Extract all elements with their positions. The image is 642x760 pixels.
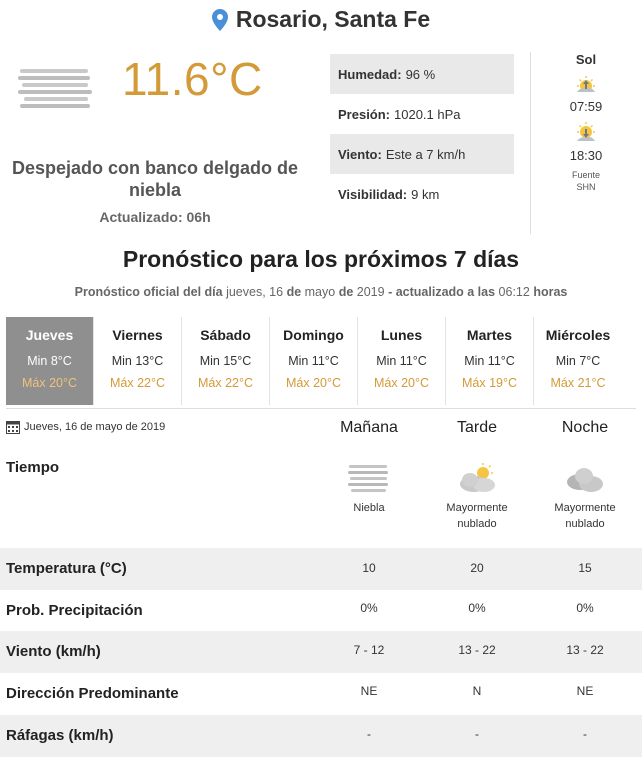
day-min: Min 11°C [464,354,515,368]
weather-text-line: Niebla [353,502,385,514]
row-label-tiempo: Tiempo [6,459,60,476]
stat-pressure [330,94,514,134]
cell-value: - [475,727,479,741]
row-label: Temperatura (°C) [6,560,127,577]
sunrise-icon [573,71,599,97]
day-min: Min 11°C [376,354,427,368]
stat-humidity [330,54,514,94]
subtitle-de: de [286,285,302,299]
weather-text-line: nublado [457,518,497,530]
weather-text-line: nublado [565,518,605,530]
sunset-icon [573,120,599,146]
table-row-direccion [0,673,642,715]
fog-icon [348,462,390,494]
stat-value: 9 km [411,186,440,202]
day-tab-lunes[interactable] [358,317,446,405]
day-min: Min 11°C [288,354,339,368]
partly-cloudy-night-icon [564,462,606,494]
subtitle-day: 16 [269,285,284,299]
cell-value: NE [576,684,594,698]
day-name: Miércoles [545,327,611,343]
cell-value: 10 [362,561,376,575]
cell-value: 0% [576,601,594,615]
cell-value: 0% [468,601,486,615]
day-max: Máx 19°C [461,376,518,390]
cell-value: 0% [360,601,378,615]
stat-label: Presión: [338,106,391,122]
day-max: Máx 20°C [285,376,342,390]
row-label: Dirección Predominante [6,685,179,702]
sunrise-time: 07:59 [569,99,603,114]
column-manana: Mañana [340,419,398,436]
subtitle-time: 06:12 [498,285,530,299]
current-description: Despejado con banco delgado de niebla [11,158,299,200]
day-tabs [6,317,636,405]
stat-wind [330,134,514,174]
day-min: Min 8°C [27,354,72,368]
day-name: Viernes [112,327,163,343]
day-min: Min 15°C [199,354,252,368]
day-tab-jueves[interactable] [6,317,94,405]
weather-text-line: Mayormente [554,502,616,514]
cell-value: 15 [578,561,592,575]
city-name: Rosario, Santa Fe [235,6,431,32]
sun-panel [556,52,616,193]
subtitle-month: mayo [304,285,336,299]
weather-text [319,500,419,516]
cell-value: NE [360,684,378,698]
cell-value: N [472,684,482,698]
day-tab-sabado[interactable] [182,317,270,405]
day-name: Sábado [200,327,251,343]
column-tarde: Tarde [456,419,498,436]
cell-value: 20 [470,561,484,575]
day-name: Jueves [25,327,74,343]
row-label: Prob. Precipitación [6,602,143,619]
cell-value: - [367,727,371,741]
table-row-viento [0,631,642,673]
updated-time: Actualizado: 06h [99,209,211,225]
stat-visibility [330,174,514,214]
stat-label: Humedad: [338,66,402,82]
stat-value: 96 % [405,66,436,82]
day-max: Máx 22°C [109,376,166,390]
day-max: Máx 21°C [550,376,606,390]
divider [530,52,531,234]
subtitle-weekday: jueves [226,285,263,299]
day-max: Máx 20°C [373,376,430,390]
stat-value: 1020.1 hPa [394,106,461,122]
table-row-temperatura [0,548,642,590]
cell-value: 7 - 12 [353,643,385,657]
weather-text [535,500,635,532]
day-min: Min 7°C [555,354,601,368]
stat-label: Visibilidad: [338,186,408,202]
detail-date: Jueves, 16 de mayo de 2019 [24,421,166,433]
calendar-icon [6,420,20,434]
day-max: Máx 20°C [21,376,78,390]
stat-label: Viento: [338,146,382,162]
subtitle-year: 2019 [356,285,385,299]
location-pin-icon [212,9,228,31]
day-name: Martes [466,327,513,343]
subtitle-de: de [338,285,354,299]
sun-title: Sol [575,52,597,67]
cell-value: 13 - 22 [566,643,604,657]
cell-value: - [583,727,587,741]
day-tab-miercoles[interactable] [534,317,622,405]
forecast-subtitle: Pronóstico oficial del día jueves, 16 de mayo de 2019 - actualizado a las 06:12 horas [74,285,568,299]
source-label: Fuente [571,170,601,180]
table-row-rafagas [0,715,642,757]
source-name: SHN [576,182,596,192]
subtitle-hours: horas [533,285,568,299]
day-name: Lunes [380,327,423,343]
location-header [0,6,642,33]
divider [6,408,636,409]
day-tab-domingo[interactable] [270,317,358,405]
weather-text-line: Mayormente [446,502,508,514]
day-max: Máx 22°C [197,376,254,390]
day-name: Domingo [283,327,344,343]
partly-cloudy-day-icon [456,462,498,494]
sunset-time: 18:30 [569,148,603,163]
day-tab-martes[interactable] [446,317,534,405]
subtitle-prefix: Pronóstico oficial del día [74,285,223,299]
current-temperature: 11.6°C [122,53,263,105]
column-noche: Noche [561,419,609,436]
day-min: Min 13°C [111,354,164,368]
fog-icon [18,68,94,110]
cell-value: 13 - 22 [458,643,496,657]
forecast-title: Pronóstico para los próximos 7 días [122,246,520,272]
day-tab-viernes[interactable] [94,317,182,405]
current-stats [330,54,514,214]
stat-value: Este a 7 km/h [385,146,466,162]
row-label: Viento (km/h) [6,643,101,660]
row-label: Ráfagas (km/h) [6,727,114,744]
table-row-precipitacion [0,590,642,632]
weather-text [427,500,527,532]
subtitle-updated: - actualizado a las [388,285,496,299]
